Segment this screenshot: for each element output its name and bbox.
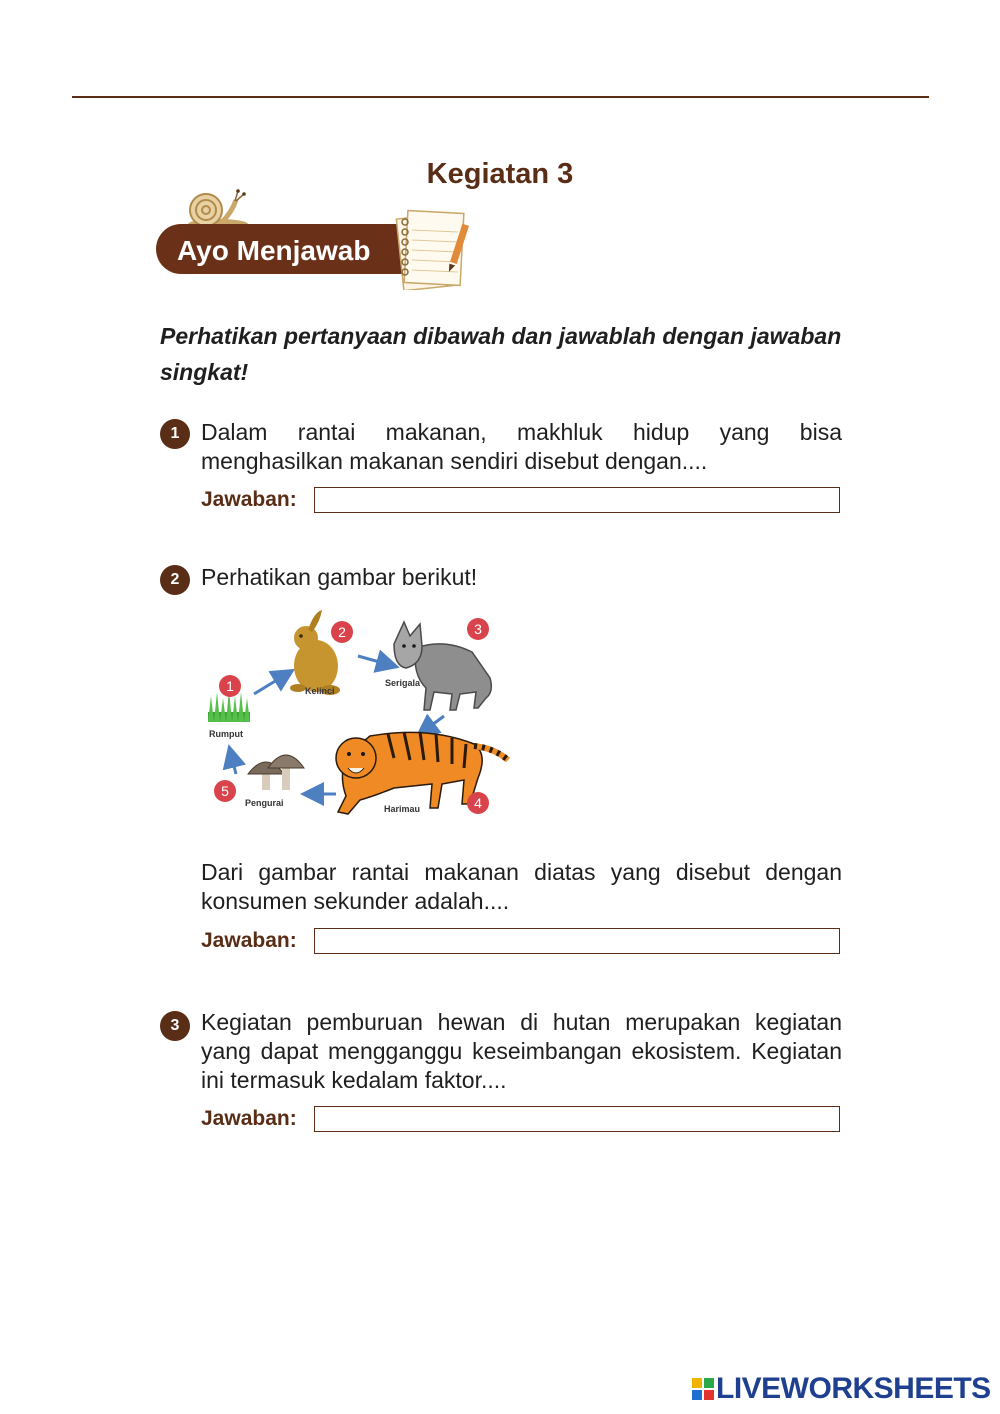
question-2-number-badge: 2 [160, 565, 190, 595]
liveworksheets-brand-text: LIVEWORKSHEETS [716, 1372, 991, 1405]
ayo-menjawab-banner [150, 186, 480, 296]
question-3-answer-label: Jawaban: [201, 1107, 297, 1130]
badge-kelinci: 2 [338, 624, 346, 640]
liveworksheets-logo-icon [692, 1378, 714, 1400]
question-2-answer-label: Jawaban: [201, 929, 297, 952]
liveworksheets-logo[interactable] [692, 1371, 991, 1407]
badge-harimau: 4 [474, 795, 482, 811]
question-3-number-badge: 3 [160, 1011, 190, 1041]
arrow-kelinci-to-serigala [358, 656, 394, 666]
question-1-text: Dalam rantai makanan, makhluk hidup yang bisa menghasilkan makanan sendiri disebut dengan.... [201, 419, 842, 474]
question-3-answer-input[interactable] [314, 1106, 840, 1132]
instruction-text: Perhatikan pertanyaan dibawah dan jawablah dengan jawaban singkat! [160, 323, 842, 385]
label-serigala: Serigala [385, 678, 421, 688]
question-2-intro: Perhatikan gambar berikut! [201, 564, 478, 590]
arrow-rumput-to-kelinci [254, 672, 290, 694]
badge-serigala: 3 [474, 621, 482, 637]
food-chain-diagram [198, 608, 514, 838]
mushroom-icon [248, 755, 304, 790]
rabbit-icon [290, 610, 340, 695]
question-1-answer-input[interactable] [314, 487, 840, 513]
label-harimau: Harimau [384, 804, 421, 814]
question-2-answer-input[interactable] [314, 928, 840, 954]
question-3-text: Kegiatan pemburuan hewan di hutan merupakan kegiatan yang dapat mengganggu keseimbangan ekosistem. Kegiatan ini termasuk kedalam faktor.... [201, 1009, 842, 1093]
label-kelinci: Kelinci [305, 686, 335, 696]
notepad-icon [390, 208, 480, 290]
badge-pengurai: 5 [221, 783, 229, 799]
question-2-text: Dari gambar rantai makanan diatas yang disebut dengan konsumen sekunder adalah.... [201, 859, 842, 914]
question-1-number-badge: 1 [160, 419, 190, 449]
banner-label: Ayo Menjawab [177, 235, 371, 266]
arrow-pengurai-to-rumput [230, 750, 236, 774]
badge-rumput: 1 [226, 678, 234, 694]
top-divider [72, 96, 929, 98]
arrow-serigala-to-harimau [420, 716, 444, 734]
label-pengurai: Pengurai [245, 798, 284, 808]
activity-title: Kegiatan 3 [426, 158, 574, 190]
label-rumput: Rumput [209, 729, 243, 739]
question-1-answer-label: Jawaban: [201, 488, 297, 511]
